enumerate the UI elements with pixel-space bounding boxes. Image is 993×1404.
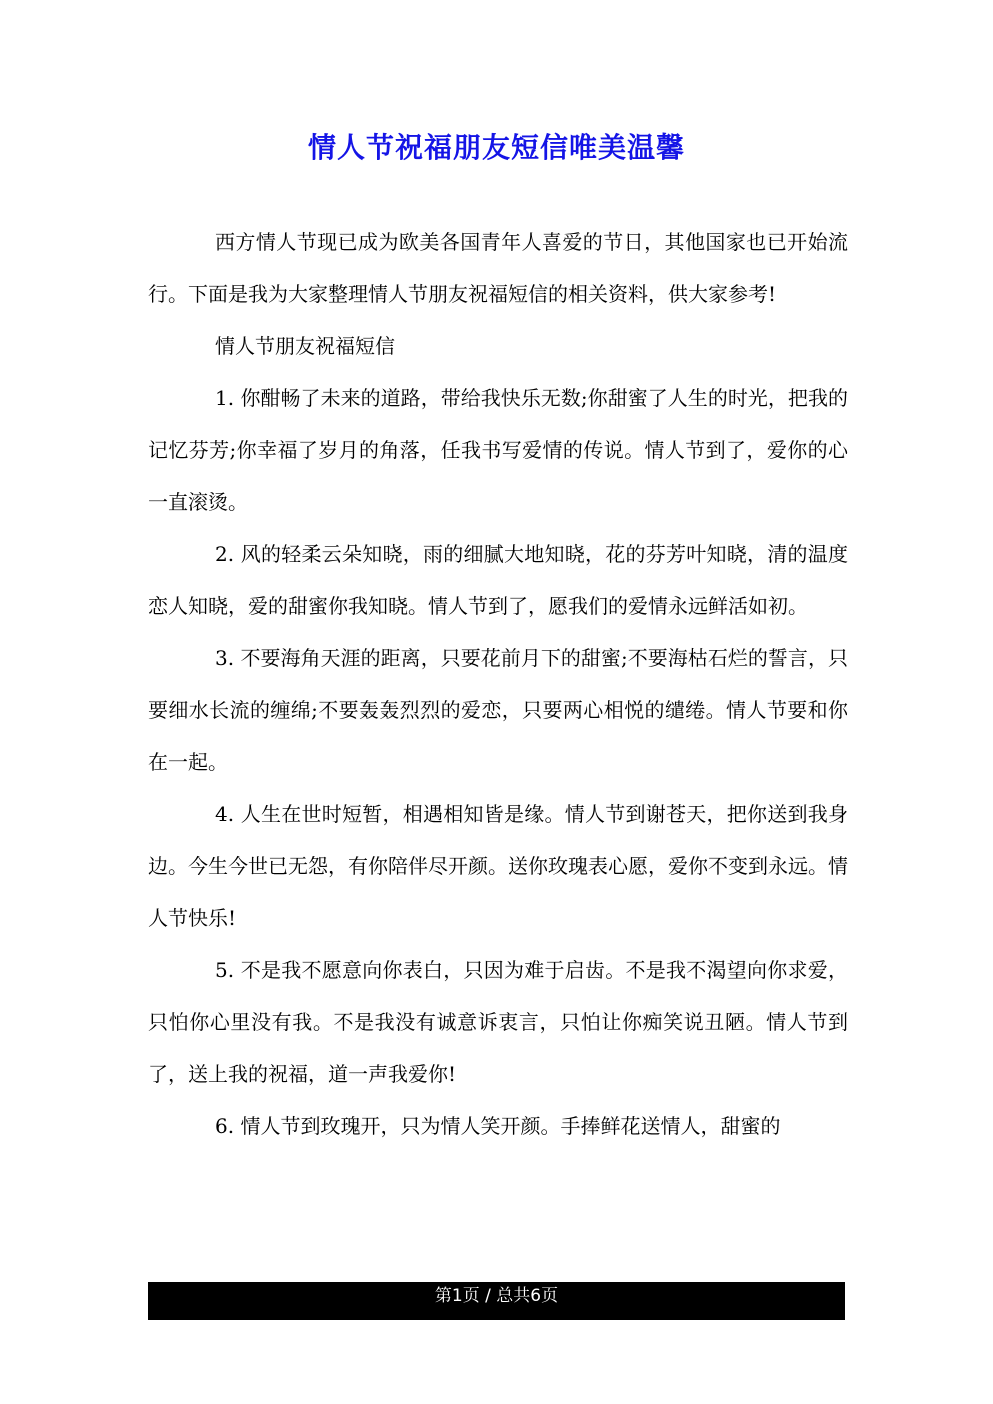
intro-paragraph: 西方情人节现已成为欧美各国青年人喜爱的节日，其他国家也已开始流行。下面是我为大家整理情人节朋友祝福短信的相关资料，供大家参考! <box>148 230 848 306</box>
total-pages-label: 总共6页 <box>496 1286 559 1306</box>
message-item-6: 6. 情人节到玫瑰开，只为情人笑开颜。手捧鲜花送情人，甜蜜的 <box>215 1114 781 1138</box>
page-separator: / <box>479 1286 497 1306</box>
current-page-label: 第1页 <box>434 1286 480 1306</box>
message-item-1: 1. 你酣畅了未来的道路，带给我快乐无数;你甜蜜了人生的时光，把我的记忆芬芳;你幸福了岁月的角落，任我书写爱情的传说。情人节到了，爱你的心一直滚烫。 <box>148 386 848 514</box>
message-item-5: 5. 不是我不愿意向你表白，只因为难于启齿。不是我不渴望向你求爱，只怕你心里没有我。不是我没有诚意诉衷言，只怕让你痴笑说丑陋。情人节到了，送上我的祝福，道一声我爱你! <box>148 958 848 1086</box>
message-item-3: 3. 不要海角天涯的距离，只要花前月下的甜蜜;不要海枯石烂的誓言，只要细水长流的缠绵;不要轰轰烈烈的爱恋，只要两心相悦的缱绻。情人节要和你在一起。 <box>148 646 848 774</box>
message-item-2: 2. 风的轻柔云朵知晓，雨的细腻大地知晓，花的芬芳叶知晓，清的温度恋人知晓，爱的甜蜜你我知晓。情人节到了，愿我们的爱情永远鲜活如初。 <box>148 542 848 618</box>
document-body <box>148 216 848 1152</box>
document-title: 情人节祝福朋友短信唯美温馨 <box>307 131 685 164</box>
section-heading: 情人节朋友祝福短信 <box>215 334 395 358</box>
message-item-4: 4. 人生在世时短暂，相遇相知皆是缘。情人节到谢苍天，把你送到我身边。今生今世已无怨，有你陪伴尽开颜。送你玫瑰表心愿，爱你不变到永远。情人节快乐! <box>148 802 848 930</box>
page-footer-bar <box>148 1282 845 1320</box>
